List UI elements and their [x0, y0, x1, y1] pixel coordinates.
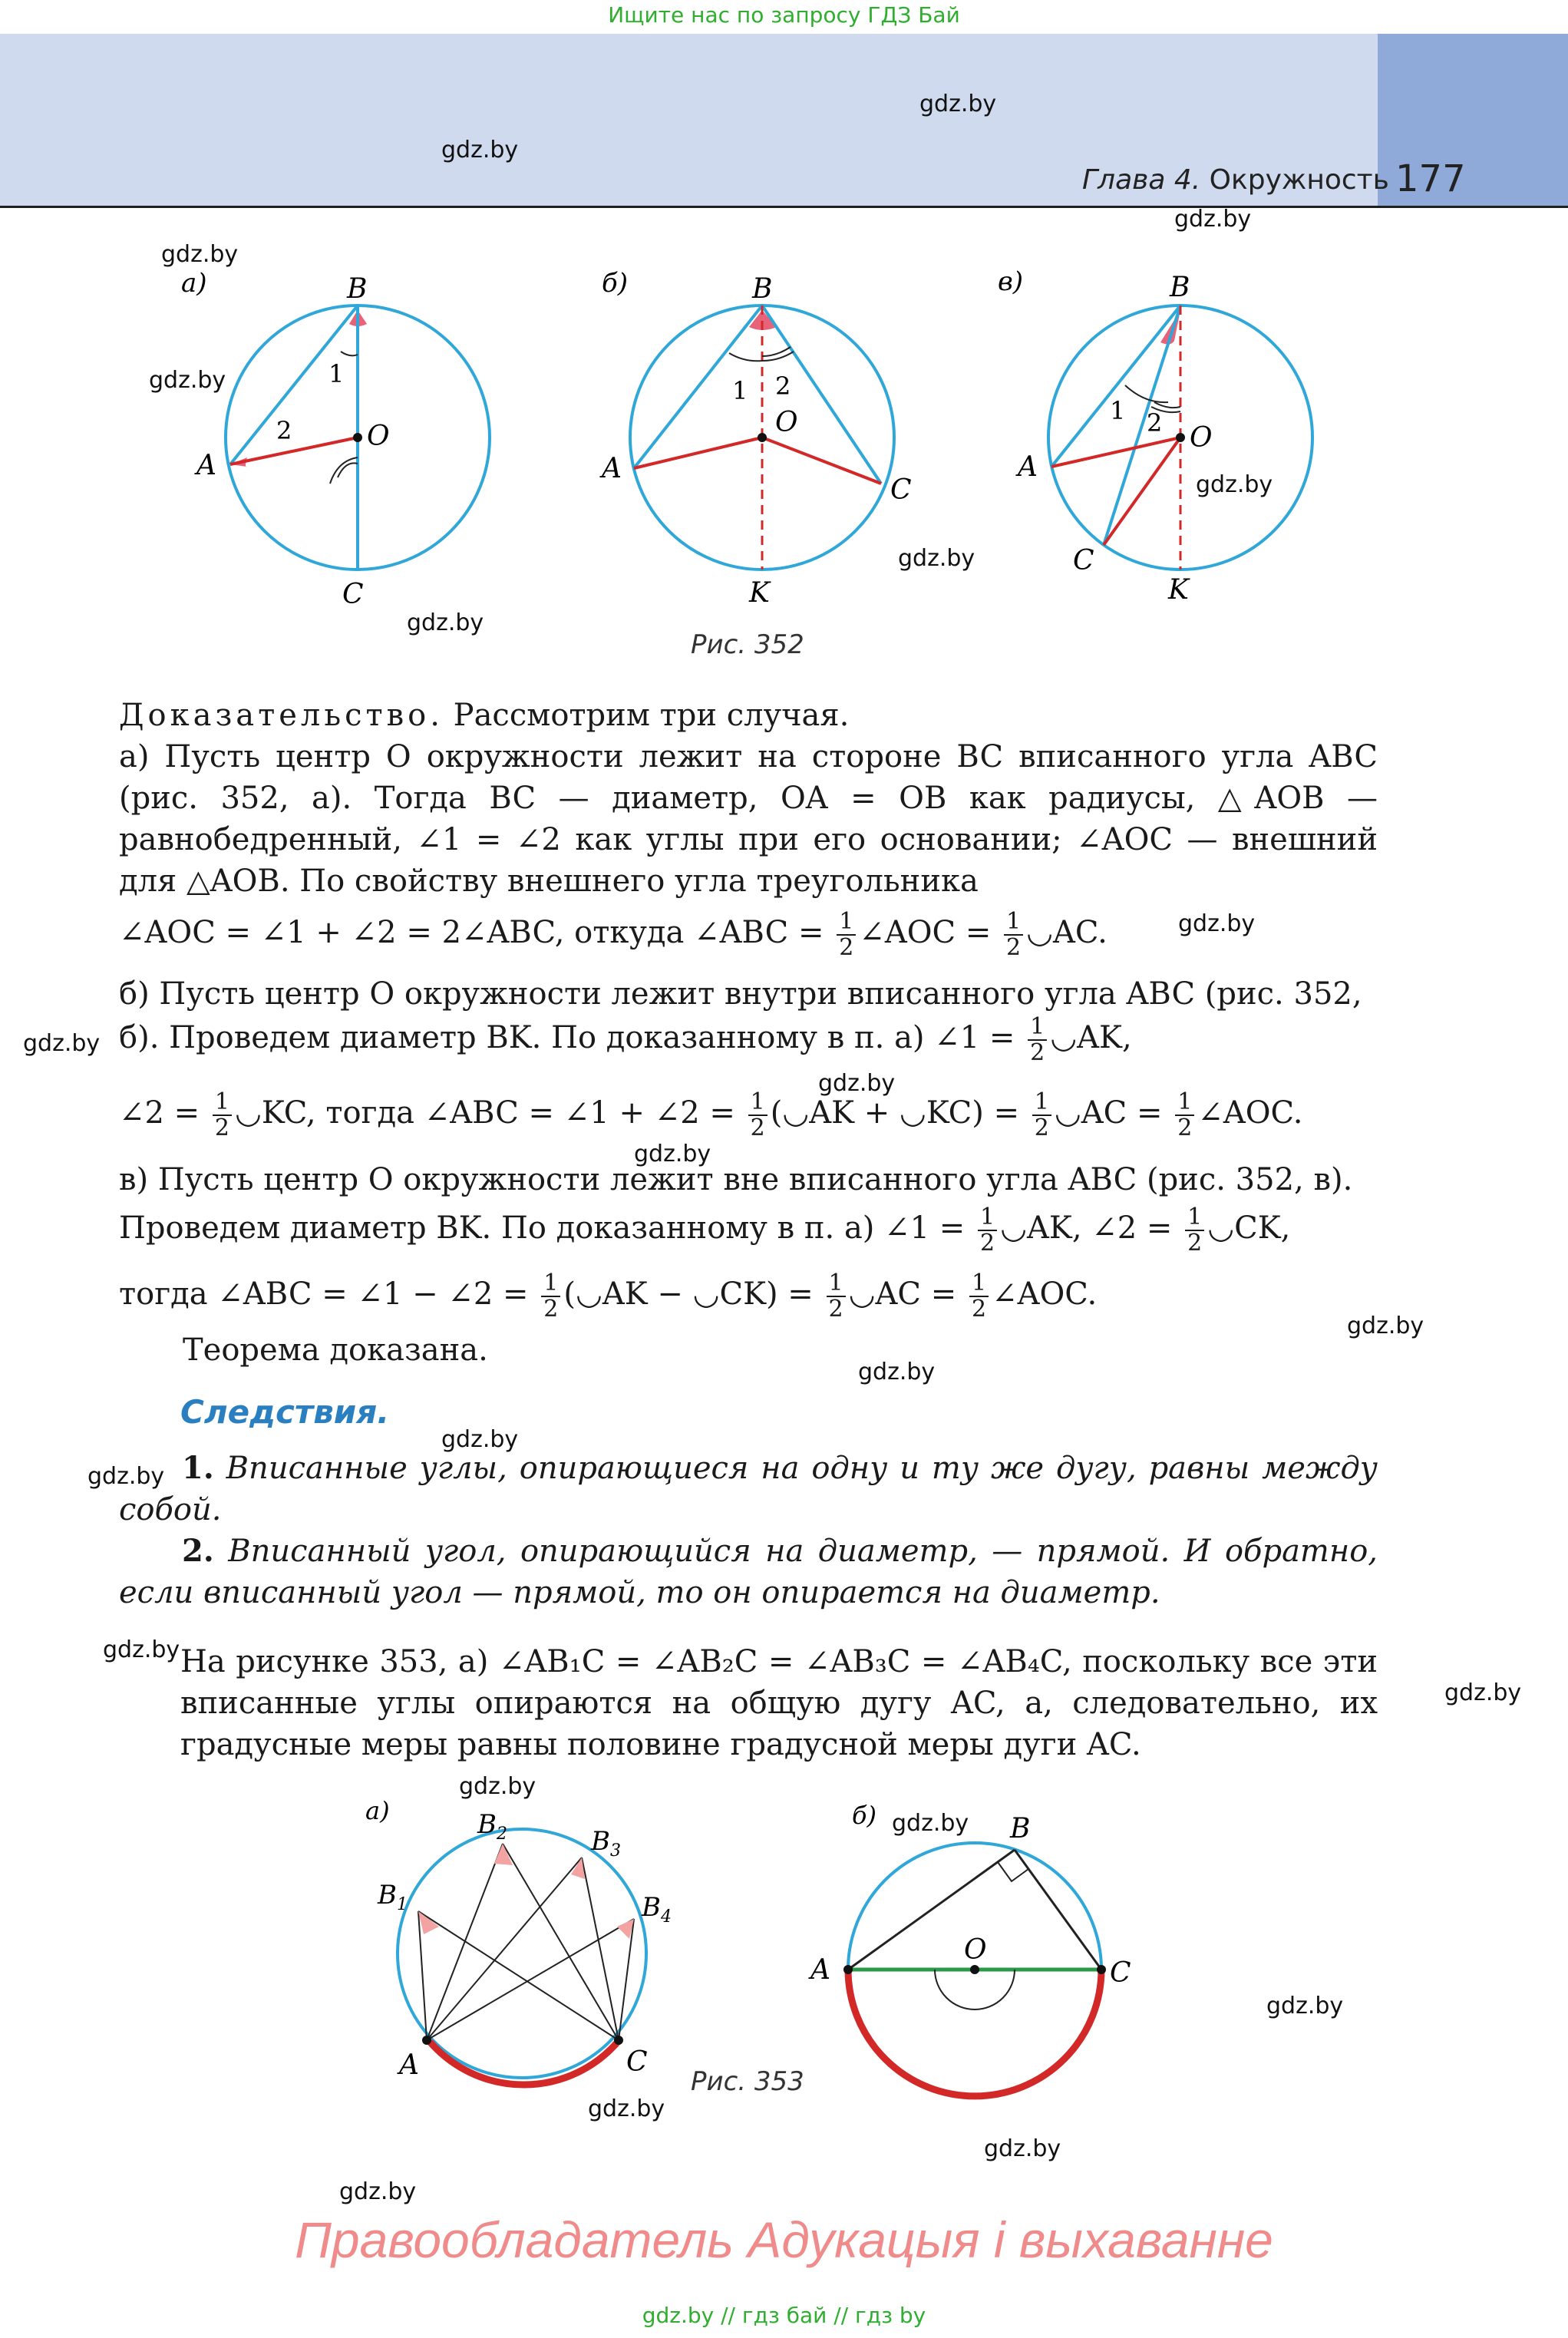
svg-text:C: C	[1073, 545, 1094, 576]
watermark: gdz.by	[892, 1810, 969, 1837]
copyright: Правообладатель Адукацыя і выхаванне	[295, 2211, 1273, 2268]
footer: gdz.by // гдз бай // гдз by	[642, 2303, 926, 2328]
svg-text:2: 2	[1147, 408, 1163, 438]
svg-text:2: 2	[276, 416, 292, 445]
semicircle-arc	[848, 1970, 1101, 2096]
svg-text:A: A	[196, 450, 216, 481]
svg-text:б): б)	[602, 268, 629, 299]
svg-text:B4: $B_4$	[642, 1892, 672, 1927]
watermark: gdz.by	[898, 545, 975, 572]
svg-text:O: O	[775, 407, 798, 438]
svg-text:C: C	[1110, 1957, 1131, 1989]
proof-conclusion: Теорема доказана.	[183, 1332, 488, 1368]
svg-text:O: O	[367, 421, 390, 452]
svg-text:в): в)	[998, 266, 1024, 297]
figure-353	[0, 1788, 1568, 2111]
svg-text:C: C	[342, 579, 364, 610]
svg-text:1: 1	[1110, 396, 1126, 425]
svg-text:B3: $B_3$	[591, 1826, 621, 1861]
watermark: gdz.by	[919, 91, 997, 117]
svg-text:A: A	[602, 453, 622, 484]
watermark: gdz.by	[441, 1426, 519, 1453]
watermark: gdz.by	[1444, 1679, 1522, 1706]
proof-intro: Доказательство. Рассмотрим три случая.	[119, 698, 850, 733]
proof-case-c-line2: Проведем диаметр BK. По доказанному в п. а) ∠1 = $\frac{1}{2}$ ◡AK, ∠2 = $\frac{1}{2}$ ◡CK,	[119, 1204, 1291, 1257]
svg-text:B: B	[1010, 1813, 1031, 1844]
svg-text:1: 1	[328, 359, 345, 388]
watermark: gdz.by	[818, 1070, 896, 1097]
svg-text:B2: $B_2$	[477, 1809, 507, 1844]
watermark: gdz.by	[1347, 1313, 1424, 1339]
watermark: gdz.by	[1196, 471, 1273, 498]
figure-352-caption: Рис. 352	[691, 629, 804, 660]
figure-352	[0, 207, 1568, 683]
svg-text:C: C	[626, 2046, 648, 2078]
watermark: gdz.by	[87, 1463, 165, 1490]
svg-text:B: B	[1170, 272, 1190, 303]
svg-text:2: 2	[775, 372, 791, 401]
corollary-1: 1. Вписанные углы, опирающиеся на одну и ту же дугу, равны между собой.	[119, 1450, 1378, 1527]
watermark: gdz.by	[149, 367, 226, 394]
svg-text:A: A	[1018, 451, 1038, 483]
svg-text:1: 1	[732, 376, 748, 405]
proof-case-a-formula: ∠AOC = ∠1 + ∠2 = 2∠ABC, откуда ∠ABC = $\frac{1}{2}$ ∠AOC = $\frac{1}{2}$ ◡AC.	[119, 908, 1108, 961]
proof-case-b-formula: ∠2 = $\frac{1}{2}$ ◡KC, тогда ∠ABC = ∠1 + ∠2 = $\frac{1}{2}$ (◡AK + ◡KC) = $\frac{1}{2}$ ◡AC = $\frac{1}{2}$ ∠AOC.	[119, 1088, 1303, 1141]
svg-text:K: K	[749, 577, 770, 609]
proof-case-c: в) Пусть центр O окружности лежит вне вписанного угла ABC (рис. 352, в).	[119, 1162, 1353, 1197]
top-banner: Ищите нас по запросу ГДЗ Бай	[608, 2, 960, 28]
watermark: gdz.by	[161, 241, 239, 268]
svg-text:O: O	[1190, 422, 1213, 454]
svg-text:K: K	[1168, 574, 1189, 606]
fig352-panel-b	[599, 268, 912, 609]
watermark: gdz.by	[1178, 910, 1256, 937]
svg-text:B1: $B_1$	[378, 1880, 408, 1914]
watermark: gdz.by	[339, 2178, 417, 2205]
page-number: 177	[1395, 157, 1466, 200]
svg-text:B: B	[347, 273, 368, 305]
proof-case-a: а) Пусть центр O окружности лежит на стороне BC вписанного угла ABC (рис. 352, а). Тогда BC — диаметр, OA = OB как радиусы, △AOB — равнобедренный, ∠1 = ∠2 как углы при его основании; ∠AOC — внешний для △AOB. По свойству внешнего угла треугольника	[119, 739, 1378, 899]
watermark: gdz.by	[984, 2135, 1061, 2162]
watermark: gdz.by	[1266, 1993, 1344, 2019]
svg-text:б): б)	[852, 1801, 877, 1830]
svg-text:а): а)	[365, 1796, 390, 1825]
watermark: gdz.by	[459, 1773, 536, 1800]
watermark: gdz.by	[634, 1141, 711, 1167]
watermark: gdz.by	[407, 609, 484, 636]
fig353-panel-b	[808, 1801, 1131, 2096]
proof-case-b: б) Пусть центр O окружности лежит внутри вписанного угла ABC (рис. 352, б). Проведем диаметр BK. По доказанному в п. а) ∠1 = $\frac{1}{2}$ ◡AK,	[119, 976, 1362, 1066]
figure-353-caption: Рис. 353	[691, 2066, 804, 2097]
svg-text:A: A	[399, 2049, 419, 2081]
svg-text:B: B	[752, 273, 773, 305]
proof-case-c-line3: тогда ∠ABC = ∠1 − ∠2 = $\frac{1}{2}$ (◡AK − ◡CK) = $\frac{1}{2}$ ◡AC = $\frac{1}{2}$ ∠AOC.	[119, 1270, 1098, 1323]
watermark: gdz.by	[103, 1636, 180, 1663]
chapter-title: Глава 4. Окружность	[1082, 164, 1389, 196]
svg-text:а): а)	[181, 268, 207, 299]
corollary-2: 2. Вписанный угол, опирающийся на диаметр, — прямой. И обратно, если вписанный угол — прямой, то он опирается на диаметр.	[119, 1533, 1378, 1610]
fig352-panel-a	[181, 268, 490, 610]
watermark: gdz.by	[1174, 206, 1252, 233]
watermark: gdz.by	[588, 2095, 665, 2122]
svg-text:O: O	[964, 1934, 987, 1966]
watermark: gdz.by	[23, 1030, 101, 1057]
corollaries-title: Следствия.	[180, 1393, 390, 1431]
fig353-panel-a	[365, 1796, 672, 2085]
svg-text:C: C	[890, 474, 912, 506]
fig352-panel-c	[998, 266, 1312, 606]
example-text: На рисунке 353, а) ∠AB₁C = ∠AB₂C = ∠AB₃C = ∠AB₄C, поскольку все эти вписанные углы опираются на общую дугу AC, а, следовательно, их градусные меры равны половине градусной меры дуги AC.	[180, 1644, 1378, 1762]
watermark: gdz.by	[441, 137, 519, 163]
svg-text:A: A	[810, 1954, 830, 1986]
watermark: gdz.by	[858, 1359, 936, 1385]
